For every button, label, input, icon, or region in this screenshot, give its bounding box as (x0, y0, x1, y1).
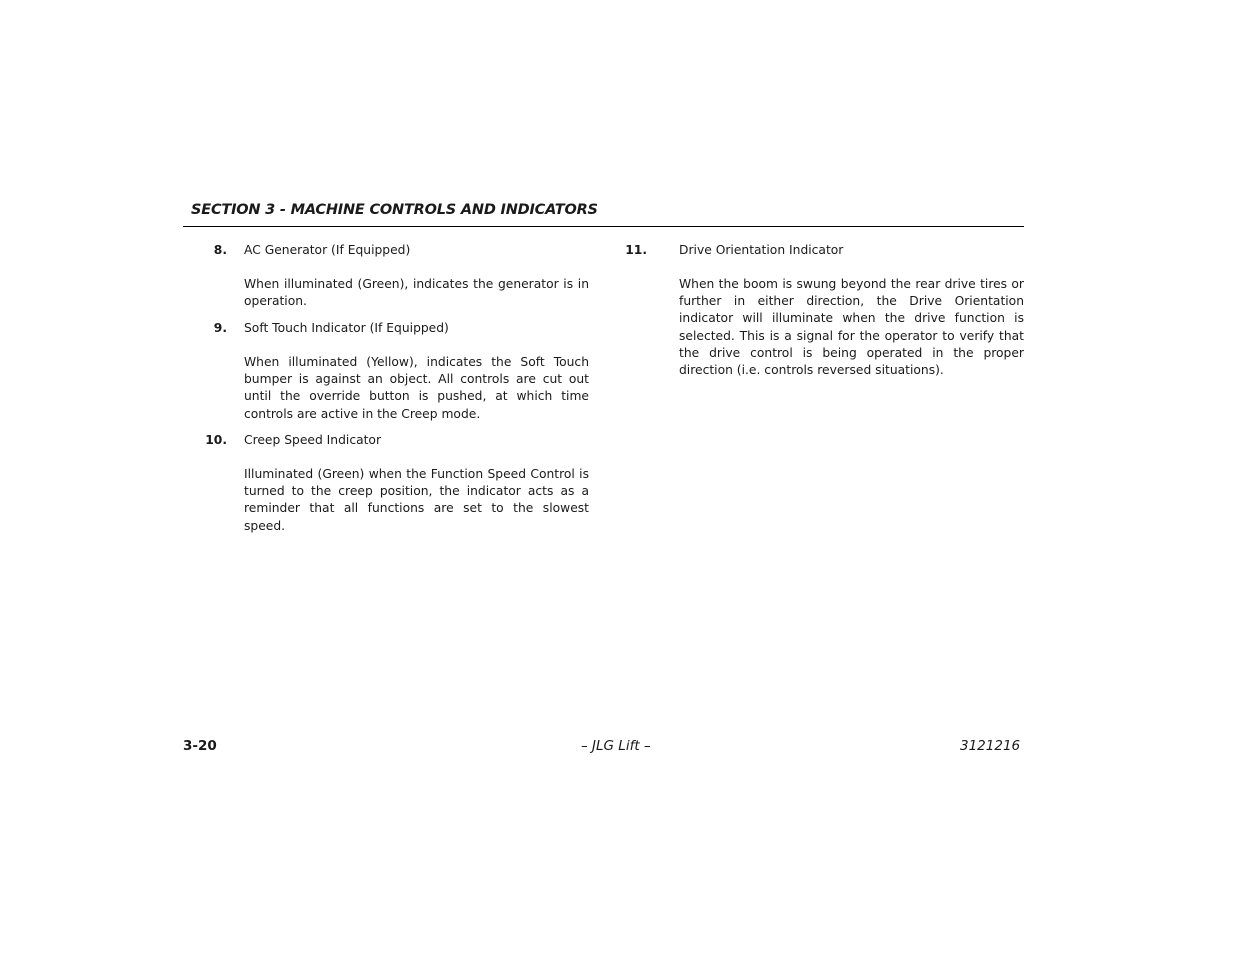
list-item-soft-touch (213, 320, 589, 423)
item-title: Drive Orientation Indicator (679, 243, 844, 257)
item-title: AC Generator (If Equipped) (244, 243, 411, 257)
section-title: SECTION 3 - MACHINE CONTROLS AND INDICATORS (191, 202, 598, 218)
page-number: 3-20 (183, 738, 217, 754)
item-description: When the boom is swung beyond the rear drive tires or further in either direction, the Drive Orientation indicator will illuminate when the drive function is selected. This is a signal for the operator to verify that the drive control is being operated in the proper direction (i.e. controls reversed situations). (679, 277, 1024, 378)
item-number: 11. (625, 243, 647, 257)
footer-brand: – JLG Lift – (581, 738, 651, 754)
item-description: When illuminated (Green), indicates the generator is in operation. (244, 277, 589, 309)
item-title: Soft Touch Indicator (If Equipped) (244, 321, 449, 335)
item-number: 9. (213, 321, 227, 335)
item-description: Illuminated (Green) when the Function Speed Control is turned to the creep position, the indicator acts as a reminder that all functions are set to the slowest speed. (244, 467, 589, 533)
item-title: Creep Speed Indicator (244, 433, 382, 447)
item-number: 10. (205, 433, 227, 447)
list-item-creep-speed (205, 432, 589, 535)
document-number: 3121216 (960, 738, 1021, 754)
item-number: 8. (213, 243, 227, 257)
item-description: When illuminated (Yellow), indicates the Soft Touch bumper is against an object. All controls are cut out until the override button is pushed, at which time controls are active in the Creep mode. (244, 355, 589, 421)
header-rule (183, 226, 1024, 227)
list-item-drive-orientation (625, 242, 1024, 379)
list-item-ac-generator (213, 242, 589, 310)
